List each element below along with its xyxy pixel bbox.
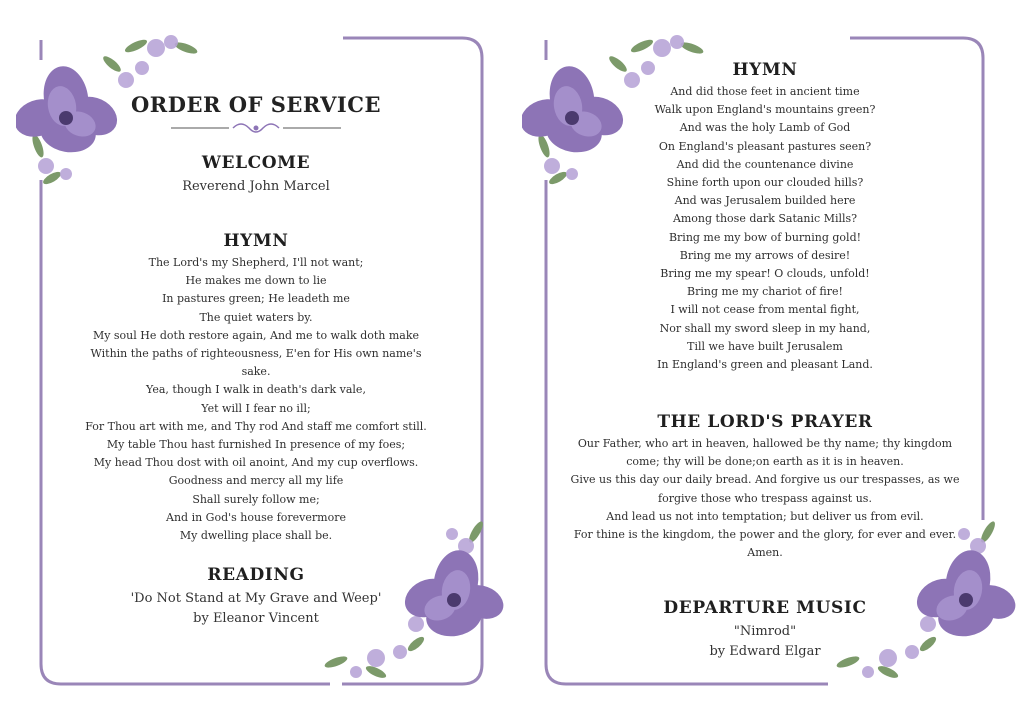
hymn2-lyrics [562, 83, 968, 374]
order-title-block [80, 92, 432, 135]
hymn-line: Yea, though I walk in death's dark vale, [146, 383, 366, 397]
hymn-line: Shall surely follow me; [192, 492, 320, 506]
prayer-line: For thine is the kingdom, the power and the glory, for ever and ever. [573, 528, 957, 542]
welcome-section [80, 153, 432, 197]
ornament-flourish-icon [171, 121, 341, 135]
hymn2-line: Bring me my bow of burning gold! [668, 230, 862, 244]
hymn2-line: And did the countenance divine [676, 157, 854, 171]
hymn2-line: Bring me my arrows of desire! [679, 248, 851, 262]
reading-title: 'Do Not Stand at My Grave and Weep' [130, 591, 382, 606]
page-title: ORDER OF SERVICE [131, 92, 381, 117]
hymn-line: For Thou art with me, and Thy rod And staff me comfort still. [85, 419, 427, 433]
hymn2-line: On England's pleasant pastures seen? [658, 139, 872, 153]
hymn2-line: Bring me my spear! O clouds, unfold! [660, 267, 870, 281]
hymn2-line: Among those dark Satanic Mills? [672, 212, 858, 226]
reading-heading: READING [207, 565, 305, 585]
flower-cluster-icon [316, 512, 506, 682]
prayer-line: Amen. [747, 546, 783, 560]
hymn-line: My table Thou hast furnished In presence of my foes; [106, 438, 406, 452]
hymn-line: The quiet waters by. [199, 310, 313, 324]
hymn-line: Goodness and mercy all my life [168, 474, 344, 488]
departure-piece: "Nimrod" [733, 624, 797, 639]
prayer-line: come; thy will be done;on earth as it is in heaven. [626, 455, 904, 469]
welcome-text: Reverend John Marcel [182, 179, 330, 194]
hymn2-line: And was the holy Lamb of God [679, 121, 851, 135]
prayer-line: forgive those who trespass against us. [658, 491, 872, 505]
prayer-line: Our Father, who art in heaven, hallowed be thy name; thy kingdom [577, 437, 953, 450]
flower-cluster-icon [828, 512, 1018, 682]
departure-heading: DEPARTURE MUSIC [663, 598, 867, 618]
hymn-heading: HYMN [223, 231, 289, 251]
hymn2-line: And was Jerusalem builded here [674, 194, 856, 208]
prayer-line: Give us this day our daily bread. And forgive us our trespasses, as we [570, 473, 960, 487]
hymn-line: My soul He doth restore again, And me to walk doth make [92, 328, 420, 342]
prayer-heading: THE LORD'S PRAYER [657, 412, 873, 432]
hymn-line: The Lord's my Shepherd, I'll not want; [148, 256, 364, 269]
hymn-line: He makes me down to lie [185, 274, 327, 288]
hymn2-heading: HYMN [732, 60, 798, 80]
welcome-heading: WELCOME [201, 153, 311, 173]
hymn2-section [562, 60, 968, 374]
hymn-lyrics [80, 254, 432, 545]
hymn-line: My dwelling place shall be. [179, 529, 333, 543]
hymn2-line: Nor shall my sword sleep in my hand, [659, 321, 871, 335]
right-page [512, 0, 1024, 724]
departure-composer: by Edward Elgar [709, 644, 821, 659]
hymn-line: In pastures green; He leadeth me [162, 292, 350, 306]
hymn2-line: Walk upon England's mountains green? [654, 103, 876, 117]
hymn-line: Within the paths of righteousness, E'en for His own name's sake. [90, 347, 422, 379]
hymn-line: Yet will I fear no ill; [201, 401, 311, 415]
hymn-section [80, 231, 432, 545]
hymn-line: And in God's house forevermore [166, 510, 346, 524]
hymn2-line: In England's green and pleasant Land. [657, 358, 873, 372]
hymn2-line: Bring me my chariot of fire! [687, 285, 843, 299]
hymn-line: My head Thou dost with oil anoint, And my cup overflows. [93, 456, 419, 470]
prayer-line: And lead us not into temptation; but deliver us from evil. [606, 509, 924, 523]
hymn2-line: Shine forth upon our clouded hills? [666, 176, 864, 190]
reading-author: by Eleanor Vincent [193, 611, 319, 626]
hymn2-line: I will not cease from mental fight, [670, 303, 860, 317]
hymn2-line: Till we have built Jerusalem [687, 339, 843, 353]
hymn2-line: And did those feet in ancient time [670, 85, 860, 98]
